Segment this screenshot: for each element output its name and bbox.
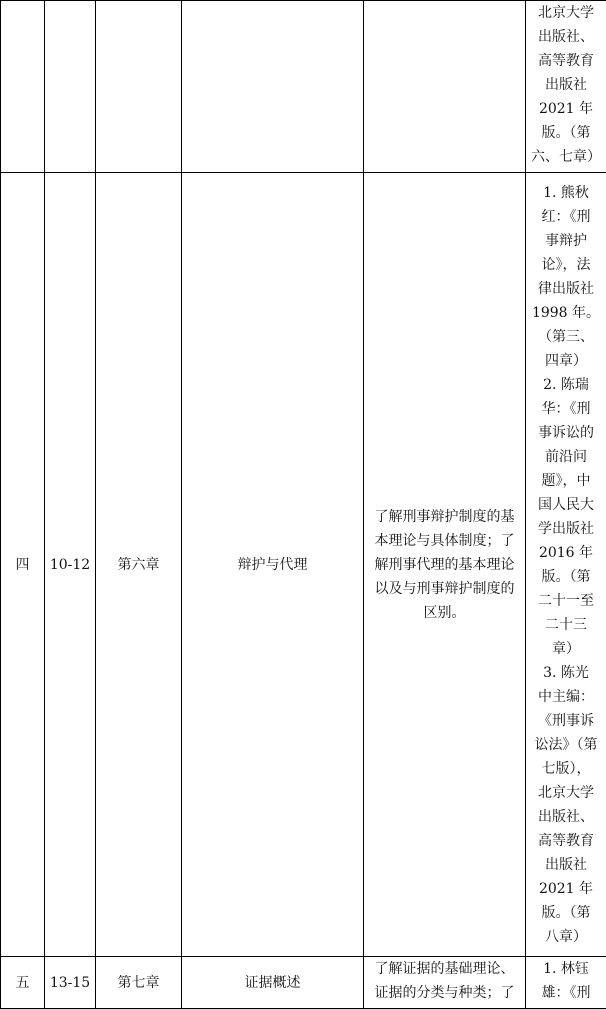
reference-line: 版。（第 <box>526 901 606 925</box>
reference-line: 前沿问 <box>526 445 606 469</box>
table-row <box>1 1 606 173</box>
references-cell <box>526 957 606 1009</box>
reference-line: 出版社、 <box>526 25 606 49</box>
objectives-cell <box>364 957 526 1009</box>
reference-line: 版。（第 <box>526 565 606 589</box>
reference-line: 高等教育 <box>526 49 606 73</box>
reference-line: 事诉讼的 <box>526 421 606 445</box>
reference-line: （第三、 <box>526 325 606 349</box>
topic-cell <box>182 1 364 173</box>
hours-cell: 13-15 <box>45 957 96 1009</box>
objective-line: 以及与刑事辩护制度的 <box>364 577 525 601</box>
references-cell <box>526 1 606 173</box>
reference-line: 3. 陈光 <box>526 661 606 685</box>
chapter-cell <box>96 1 182 173</box>
reference-line: 二十三 <box>526 613 606 637</box>
objective-line: 区别。 <box>364 601 525 625</box>
reference-line: 律出版社 <box>526 277 606 301</box>
reference-line: 2016 年 <box>526 541 606 565</box>
reference-line: 2. 陈瑞 <box>526 373 606 397</box>
reference-line: 出版社 <box>526 73 606 97</box>
reference-line: 四章） <box>526 349 606 373</box>
objectives-cell <box>364 1 526 173</box>
hours-cell <box>45 1 96 173</box>
reference-line: 七版）， <box>526 757 606 781</box>
reference-line: 事辩护 <box>526 229 606 253</box>
reference-line: 章） <box>526 637 606 661</box>
reference-line: 北京大学 <box>526 1 606 25</box>
chapter-cell: 第六章 <box>96 173 182 957</box>
objectives-cell <box>364 173 526 957</box>
reference-line: 1998 年。 <box>526 301 606 325</box>
topic-cell: 辩护与代理 <box>182 173 364 957</box>
reference-line: 出版社、 <box>526 805 606 829</box>
reference-line: 北京大学 <box>526 781 606 805</box>
hours-cell: 10-12 <box>45 173 96 957</box>
references-cell <box>526 173 606 957</box>
reference-line: 华：《刑 <box>526 397 606 421</box>
reference-line: 2021 年 <box>526 97 606 121</box>
reference-line: 中主编： <box>526 685 606 709</box>
reference-line: 讼法》（第 <box>526 733 606 757</box>
reference-line: 1. 熊秋 <box>526 181 606 205</box>
reference-line: 学出版社 <box>526 517 606 541</box>
chapter-cell: 第七章 <box>96 957 182 1009</box>
reference-line: 论》，法 <box>526 253 606 277</box>
reference-line: 版。（第 <box>526 121 606 145</box>
reference-line: 六、七章） <box>526 145 606 169</box>
table-row <box>1 957 606 1009</box>
table-row <box>1 173 606 957</box>
reference-line: 高等教育 <box>526 829 606 853</box>
week-cell <box>1 1 45 173</box>
week-cell: 五 <box>1 957 45 1009</box>
objective-line: 本理论与具体制度；了 <box>364 529 525 553</box>
objective-line: 证据的分类与种类；了 <box>364 981 525 1005</box>
reference-line: 2021 年 <box>526 877 606 901</box>
reference-line: 《刑事诉 <box>526 709 606 733</box>
reference-line: 二十一至 <box>526 589 606 613</box>
objective-line: 了解证据的基础理论、 <box>364 957 525 981</box>
objective-line: 了解刑事辩护制度的基 <box>364 505 525 529</box>
reference-line: 雄：《刑 <box>526 981 606 1005</box>
reference-line: 出版社 <box>526 853 606 877</box>
topic-cell: 证据概述 <box>182 957 364 1009</box>
reference-line: 1. 林钰 <box>526 957 606 981</box>
objective-line: 解刑事代理的基本理论 <box>364 553 525 577</box>
reference-line: 国人民大 <box>526 493 606 517</box>
reference-line: 八章） <box>526 925 606 949</box>
reference-line: 题》，中 <box>526 469 606 493</box>
reference-line: 红：《刑 <box>526 205 606 229</box>
week-cell: 四 <box>1 173 45 957</box>
